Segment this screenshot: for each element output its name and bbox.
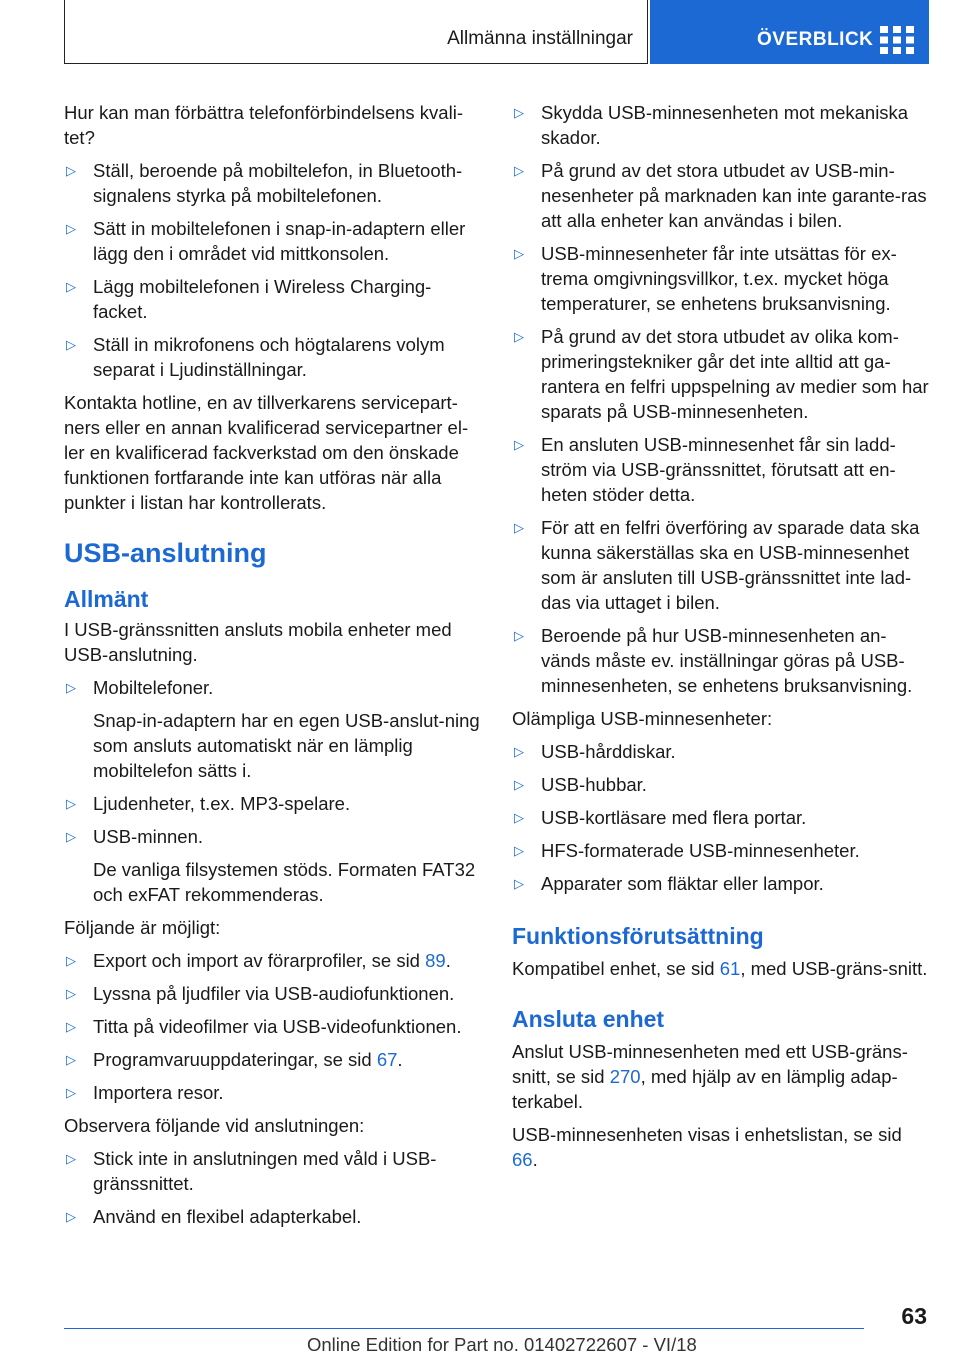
bullet-triangle-icon: ▷ — [66, 986, 76, 1001]
page-header — [64, 0, 929, 64]
device-list-text: . — [532, 1149, 538, 1170]
heading-function-requirement: Funktionsförutsättning — [512, 923, 764, 949]
list-item — [512, 838, 932, 863]
list-item-text: . — [397, 1049, 403, 1070]
list-item — [512, 324, 932, 424]
bullet-triangle-icon: ▷ — [514, 810, 524, 825]
list-item — [64, 1080, 484, 1105]
function-paragraph — [512, 956, 932, 981]
list-item-text: Sätt in mobiltelefonen i snap-in-adaptern eller lägg den i området vid mittkonsolen. — [93, 218, 466, 264]
list-item — [64, 824, 484, 907]
list-item — [64, 948, 484, 973]
list-item — [512, 871, 932, 896]
left-column — [64, 100, 484, 1237]
bullet-triangle-icon: ▷ — [514, 437, 524, 452]
overview-label: ÖVERBLICK — [757, 29, 874, 50]
unsuitable-paragraph: Olämpliga USB-minnesenheter: — [512, 708, 773, 729]
list-item — [64, 216, 484, 266]
list-item — [64, 1014, 484, 1039]
list-item-text: Stick inte in anslutningen med våld i USB-gränssnittet. — [93, 1148, 437, 1194]
page-link[interactable]: 61 — [719, 958, 741, 979]
bullet-triangle-icon: ▷ — [514, 246, 524, 261]
list-item-subtext: De vanliga filsystemen stöds. Formaten FAT32 och exFAT rekommenderas. — [93, 859, 476, 905]
list-item-text: Lyssna på ljudfiler via USB-audiofunktionen. — [93, 983, 455, 1004]
page-link[interactable]: 67 — [376, 1049, 398, 1070]
list-item-text: Ställ in mikrofonens och högtalarens volym separat i Ljudinställningar. — [93, 334, 445, 380]
connect-text: , med hjälp av en lämplig adap-terkabel. — [512, 1066, 898, 1112]
bullet-triangle-icon: ▷ — [66, 1085, 76, 1100]
list-item-text: USB-hubbar. — [541, 774, 647, 795]
list-item-text: För att en felfri överföring av sparade data ska kunna säkerställas ska en USB-minnesenhet som är ansluten till USB-gränssnittet inte lad-das via uttaget i bilen. — [541, 517, 920, 613]
bullet-triangle-icon: ▷ — [66, 1151, 76, 1166]
footer-divider — [64, 1328, 864, 1329]
section-title: Allmänna inställningar — [447, 28, 633, 49]
list-item — [64, 1047, 484, 1072]
grid-icon — [880, 26, 914, 54]
bullet-triangle-icon: ▷ — [66, 279, 76, 294]
list-item — [64, 675, 484, 783]
bullet-triangle-icon: ▷ — [514, 163, 524, 178]
section-tab[interactable] — [64, 0, 648, 64]
bullet-triangle-icon: ▷ — [66, 337, 76, 352]
overview-tab[interactable] — [650, 0, 929, 64]
function-text: , med USB-gräns-snitt. — [740, 958, 928, 979]
list-item — [64, 158, 484, 208]
list-item — [512, 739, 932, 764]
page-link[interactable]: 66 — [512, 1149, 533, 1170]
list-item — [64, 791, 484, 816]
bullet-triangle-icon: ▷ — [66, 796, 76, 811]
bullet-triangle-icon: ▷ — [514, 628, 524, 643]
bullet-triangle-icon: ▷ — [66, 829, 76, 844]
bullet-triangle-icon: ▷ — [66, 1052, 76, 1067]
list-item — [64, 1146, 484, 1196]
list-item-text: Beroende på hur USB-minnesenheten an-vänds måste ev. inställningar göras på USB-minnesenheten, se enhetens bruksanvisning. — [541, 625, 913, 696]
bullet-triangle-icon: ▷ — [66, 1019, 76, 1034]
list-item — [64, 1204, 484, 1229]
list-item — [64, 274, 484, 324]
list-item-text: USB-hårddiskar. — [541, 741, 676, 762]
question-text: Hur kan man förbättra telefonförbindelsens kvali-tet? — [64, 102, 463, 148]
bullet-triangle-icon: ▷ — [66, 680, 76, 695]
list-item — [64, 981, 484, 1006]
function-text: Kompatibel enhet, se sid — [512, 958, 720, 979]
list-item-text: Lägg mobiltelefonen i Wireless Charging-facket. — [93, 276, 432, 322]
bullet-triangle-icon: ▷ — [66, 1209, 76, 1224]
heading-usb-connection: USB-anslutning — [64, 538, 267, 568]
list-item-text: Export och import av förarprofiler, se sid — [93, 950, 426, 971]
list-item-subtext: Snap-in-adaptern har en egen USB-anslut-ning som ansluts automatiskt när en lämplig mobiltelefon sätts i. — [93, 710, 480, 781]
bullet-triangle-icon: ▷ — [514, 744, 524, 759]
bullet-triangle-icon: ▷ — [66, 953, 76, 968]
heading-connect-device: Ansluta enhet — [512, 1006, 665, 1032]
list-item-text: USB-minnen. — [93, 826, 204, 847]
list-item-text: Skydda USB-minnesenheten mot mekaniska skador. — [541, 102, 909, 148]
list-item-text: Använd en flexibel adapterkabel. — [93, 1206, 362, 1227]
list-item-text: Programvaruuppdateringar, se sid — [93, 1049, 377, 1070]
page-number: 63 — [901, 1303, 927, 1329]
bullet-triangle-icon: ▷ — [514, 843, 524, 858]
general-paragraph: I USB-gränssnitten ansluts mobila enheter med USB-anslutning. — [64, 619, 452, 665]
page-link[interactable]: 89 — [425, 950, 446, 971]
list-item-text: På grund av det stora utbudet av USB-min-nesenheter på marknaden kan inte garante-ras att alla enheter kan användas i bilen. — [541, 160, 927, 231]
connect-text: Anslut USB-minnesenheten med ett USB-gräns-snitt, se sid — [512, 1041, 908, 1087]
bullet-triangle-icon: ▷ — [514, 105, 524, 120]
possible-paragraph: Följande är möjligt: — [64, 917, 221, 938]
list-item-text: HFS-formaterade USB-minnesenheter. — [541, 840, 860, 861]
list-item — [512, 623, 932, 698]
bullet-triangle-icon: ▷ — [514, 329, 524, 344]
contact-paragraph: Kontakta hotline, en av tillverkarens servicepart-ners eller en annan kvalificerad servicepartner el-ler en kvalificerad fackverkstad om den önskade funktionen fortfarande inte kan utföras när alla punkter i listan har kontrollerats. — [64, 392, 469, 513]
list-item-text: En ansluten USB-minnesenhet får sin ladd-ström via USB-gränssnittet, förutsatt att en-heten stöder detta. — [541, 434, 896, 505]
list-item — [512, 805, 932, 830]
heading-general: Allmänt — [64, 586, 149, 612]
right-column — [512, 100, 932, 1180]
list-item — [512, 241, 932, 316]
bullet-triangle-icon: ▷ — [514, 876, 524, 891]
list-item-text: . — [445, 950, 451, 971]
connect-paragraph — [512, 1039, 932, 1114]
list-item — [512, 772, 932, 797]
bullet-triangle-icon: ▷ — [66, 221, 76, 236]
page-link[interactable]: 270 — [609, 1066, 641, 1087]
list-item-text: Titta på videofilmer via USB-videofunktionen. — [93, 1016, 462, 1037]
list-item-text: USB-minnesenheter får inte utsättas för ex-trema omgivningsvillkor, t.ex. mycket höga temperaturer, se enhetens bruksanvisning. — [541, 243, 897, 314]
list-item-text: Ställ, beroende på mobiltelefon, in Bluetooth-signalens styrka på mobiltelefonen. — [93, 160, 463, 206]
footer-text: Online Edition for Part no. 01402722607 - VI/18 — [307, 1334, 697, 1355]
list-item-text: Apparater som fläktar eller lampor. — [541, 873, 824, 894]
bullet-triangle-icon: ▷ — [66, 163, 76, 178]
list-item-text: Mobiltelefoner. — [93, 677, 214, 698]
list-item-text: Importera resor. — [93, 1082, 224, 1103]
device-list-paragraph — [512, 1122, 932, 1172]
list-item-text: Ljudenheter, t.ex. MP3-spelare. — [93, 793, 351, 814]
list-item-text: USB-kortläsare med flera portar. — [541, 807, 807, 828]
list-item — [64, 332, 484, 382]
device-list-text: USB-minnesenheten visas i enhetslistan, se sid — [512, 1124, 902, 1145]
list-item — [512, 515, 932, 615]
list-item — [512, 100, 932, 150]
bullet-triangle-icon: ▷ — [514, 777, 524, 792]
bullet-triangle-icon: ▷ — [514, 520, 524, 535]
observe-paragraph: Observera följande vid anslutningen: — [64, 1115, 365, 1136]
list-item — [512, 432, 932, 507]
list-item-text: På grund av det stora utbudet av olika kom-primeringstekniker går det inte alltid att ga-rantera en felfri uppspelning av medier som har sparats på USB-minnesenheten. — [541, 326, 929, 422]
list-item — [512, 158, 932, 233]
